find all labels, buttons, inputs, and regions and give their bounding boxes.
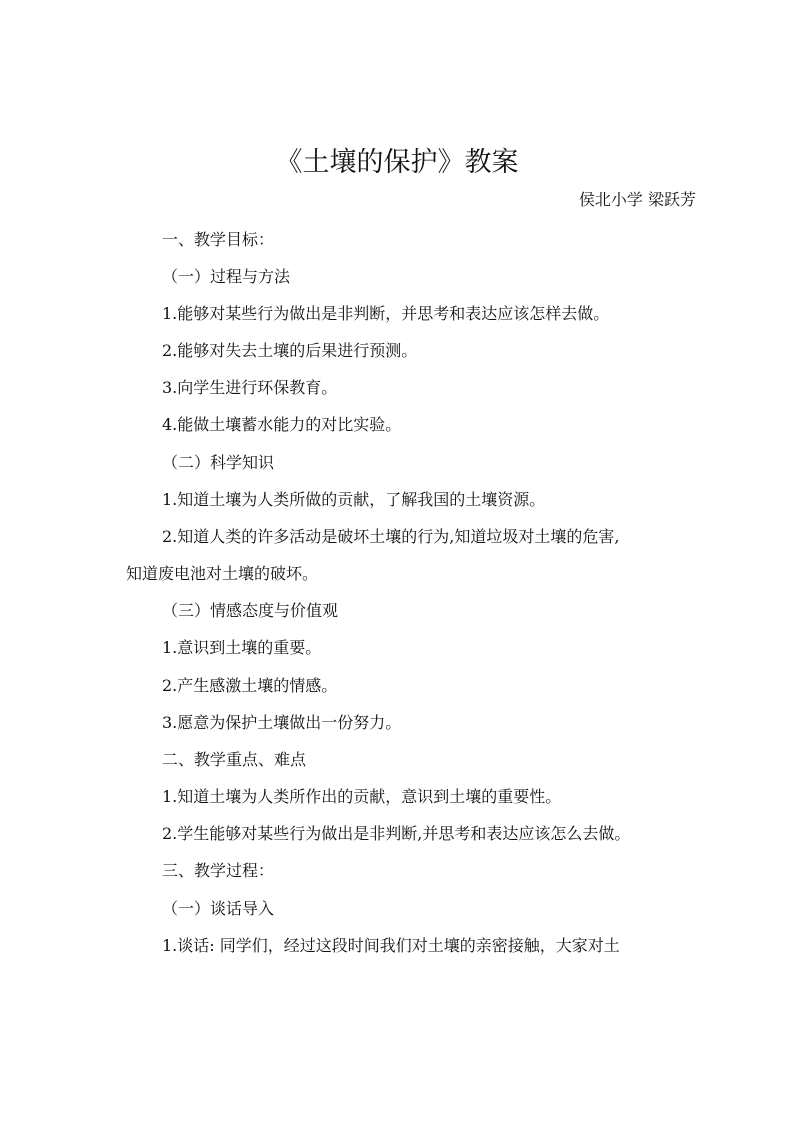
paragraph-line: 1.知道土壤为人类所做的贡献，了解我国的土壤资源。 — [162, 490, 546, 509]
section-heading-objectives: 一、教学目标： — [162, 230, 275, 249]
paragraph-line: 2.学生能够对某些行为做出是非判断,并思考和表达应该怎么去做。 — [162, 824, 631, 843]
paragraph-line: 3.向学生进行环保教育。 — [162, 378, 338, 397]
paragraph-line: 4.能做土壤蓄水能力的对比实验。 — [162, 415, 402, 434]
paragraph-line: 知道废电池对土壤的破坏。 — [126, 564, 319, 583]
paragraph-line: 2.知道人类的许多活动是破坏土壤的行为,知道垃圾对土壤的危害, — [162, 527, 620, 546]
subsection-heading-process: （一）过程与方法 — [162, 267, 291, 286]
paragraph-line: 2.能够对失去土壤的后果进行预测。 — [162, 341, 418, 360]
section-heading-key-points: 二、教学重点、难点 — [162, 750, 307, 769]
paragraph-line: 3.愿意为保护土壤做出一份努力。 — [162, 713, 402, 732]
document-author: 侯北小学 梁跃芳 — [578, 190, 696, 209]
subsection-heading-intro: （一）谈话导入 — [162, 899, 275, 918]
paragraph-line: 1.知道土壤为人类所作出的贡献，意识到土壤的重要性。 — [162, 787, 562, 806]
paragraph-line: 1.能够对某些行为做出是非判断，并思考和表达应该怎样去做。 — [162, 304, 610, 323]
subsection-heading-attitude: （三）情感态度与价值观 — [162, 601, 339, 620]
document-title: 《土壤的保护》教案 — [275, 147, 519, 178]
section-heading-process: 三、教学过程： — [162, 861, 275, 880]
paragraph-line: 1.意识到土壤的重要。 — [162, 638, 322, 657]
subsection-heading-knowledge: （二）科学知识 — [162, 453, 275, 472]
paragraph-line: 1.谈话: 同学们，经过这段时间我们对土壤的亲密接触，大家对土 — [162, 936, 620, 955]
paragraph-line: 2.产生感激土壤的情感。 — [162, 676, 338, 695]
